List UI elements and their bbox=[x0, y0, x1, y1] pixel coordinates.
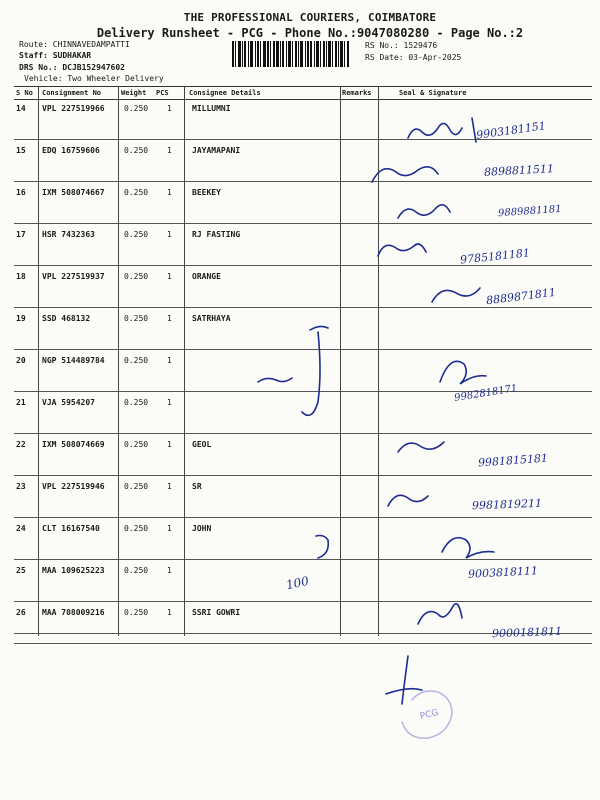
row-consignment-no: MAA 708009216 bbox=[42, 608, 105, 617]
row-consignee: MILLUMNI bbox=[192, 104, 231, 113]
row-sno: 19 bbox=[16, 314, 26, 323]
row-consignment-no: SSD 468132 bbox=[42, 314, 91, 323]
row-weight: 0.250 bbox=[124, 566, 149, 575]
col-remarks: Remarks bbox=[342, 89, 372, 97]
row-weight: 0.250 bbox=[124, 104, 149, 113]
row-weight: 0.250 bbox=[124, 356, 149, 365]
col-signature: Seal & Signature bbox=[399, 89, 467, 97]
handwritten-phone: 9003818111 bbox=[467, 564, 539, 581]
row-pcs: 1 bbox=[167, 356, 172, 365]
row-consignee: SR bbox=[192, 482, 202, 491]
drs-number: DRS No.: DCJB152947602 bbox=[19, 63, 125, 72]
row-sno: 26 bbox=[16, 608, 26, 617]
row-consignee: ORANGE bbox=[192, 272, 221, 281]
row-pcs: 1 bbox=[167, 230, 172, 239]
row-consignment-no: EDQ 16759606 bbox=[42, 146, 100, 155]
row-consignment-no: VPL 227519937 bbox=[42, 272, 105, 281]
col-sno: S No bbox=[16, 89, 33, 97]
row-consignment-no: VPL 227519966 bbox=[42, 104, 105, 113]
route-text: Route: CHINNAVEDAMPATTI bbox=[19, 40, 130, 49]
handwritten-phone: 8898811511 bbox=[483, 162, 555, 179]
row-sno: 20 bbox=[16, 356, 26, 365]
row-consignee: SSRI GOWRI bbox=[192, 608, 241, 617]
rs-number: RS No.: 1529476 bbox=[365, 41, 438, 50]
row-consignee: RJ FASTING bbox=[192, 230, 241, 239]
row-weight: 0.250 bbox=[124, 314, 149, 323]
row-weight: 0.250 bbox=[124, 440, 149, 449]
handwritten-phone: 8889871811 bbox=[485, 285, 557, 308]
handwritten-phone: 9981815181 bbox=[477, 451, 549, 470]
row-sno: 22 bbox=[16, 440, 26, 449]
row-consignment-no: NGP 514489784 bbox=[42, 356, 105, 365]
handwritten-phone: 9903181151 bbox=[475, 119, 547, 142]
row-pcs: 1 bbox=[167, 398, 172, 407]
vehicle-text: Vehicle: Two Wheeler Delivery bbox=[24, 74, 164, 83]
row-consignee: BEEKEY bbox=[192, 188, 221, 197]
handwritten-phone: 9889881181 bbox=[497, 203, 562, 220]
row-sno: 17 bbox=[16, 230, 26, 239]
row-sno: 18 bbox=[16, 272, 26, 281]
row-pcs: 1 bbox=[167, 608, 172, 617]
runsheet-subtitle: Delivery Runsheet - PCG - Phone No.:9047080280 - Page No.:2 bbox=[96, 26, 524, 40]
row-weight: 0.250 bbox=[124, 188, 149, 197]
rs-date: RS Date: 03-Apr-2025 bbox=[365, 53, 462, 62]
row-weight: 0.250 bbox=[124, 272, 149, 281]
row-consignment-no: VPL 227519946 bbox=[42, 482, 105, 491]
row-weight: 0.250 bbox=[124, 482, 149, 491]
row-sno: 21 bbox=[16, 398, 26, 407]
handwritten-phone: 9000181811 bbox=[491, 624, 563, 641]
row-consignee: SATRHAYA bbox=[192, 314, 231, 323]
col-consignment: Consignment No bbox=[42, 89, 102, 97]
row-pcs: 1 bbox=[167, 188, 172, 197]
handwritten-phone: 9981819211 bbox=[471, 496, 543, 513]
row-weight: 0.250 bbox=[124, 524, 149, 533]
row-weight: 0.250 bbox=[124, 398, 149, 407]
handwritten-phone: 9982818171 bbox=[453, 383, 519, 404]
row-sno: 24 bbox=[16, 524, 26, 533]
row-consignment-no: HSR 7432363 bbox=[42, 230, 95, 239]
row-weight: 0.250 bbox=[124, 608, 149, 617]
row-consignment-no: MAA 109625223 bbox=[42, 566, 105, 575]
row-pcs: 1 bbox=[167, 440, 172, 449]
row-consignee: GEOL bbox=[192, 440, 212, 449]
row-sno: 15 bbox=[16, 146, 26, 155]
row-pcs: 1 bbox=[167, 104, 172, 113]
handwritten-phone: 9785181181 bbox=[459, 246, 531, 267]
row-sno: 25 bbox=[16, 566, 26, 575]
handwritten-mark: 100 bbox=[284, 573, 311, 593]
row-consignee: JOHN bbox=[192, 524, 212, 533]
row-pcs: 1 bbox=[167, 566, 172, 575]
row-consignment-no: IXM 508074667 bbox=[42, 188, 105, 197]
row-weight: 0.250 bbox=[124, 230, 149, 239]
pcg-seal-stamp: PCG bbox=[419, 707, 440, 723]
col-consignee: Consignee Details bbox=[189, 89, 261, 97]
row-pcs: 1 bbox=[167, 524, 172, 533]
staff-text: Staff: SUDHAKAR bbox=[19, 51, 92, 60]
row-pcs: 1 bbox=[167, 314, 172, 323]
row-pcs: 1 bbox=[167, 482, 172, 491]
row-sno: 23 bbox=[16, 482, 26, 491]
company-title: THE PROFESSIONAL COURIERS, COIMBATORE bbox=[183, 11, 437, 24]
row-consignee: JAYAMAPANI bbox=[192, 146, 241, 155]
col-weight: Weight bbox=[121, 89, 147, 97]
col-pcs: PCS bbox=[156, 89, 169, 97]
row-pcs: 1 bbox=[167, 146, 172, 155]
row-weight: 0.250 bbox=[124, 146, 149, 155]
row-sno: 14 bbox=[16, 104, 26, 113]
row-pcs: 1 bbox=[167, 272, 172, 281]
row-sno: 16 bbox=[16, 188, 26, 197]
row-consignment-no: IXM 508074669 bbox=[42, 440, 105, 449]
row-consignment-no: CLT 16167540 bbox=[42, 524, 100, 533]
row-consignment-no: VJA 5954207 bbox=[42, 398, 95, 407]
